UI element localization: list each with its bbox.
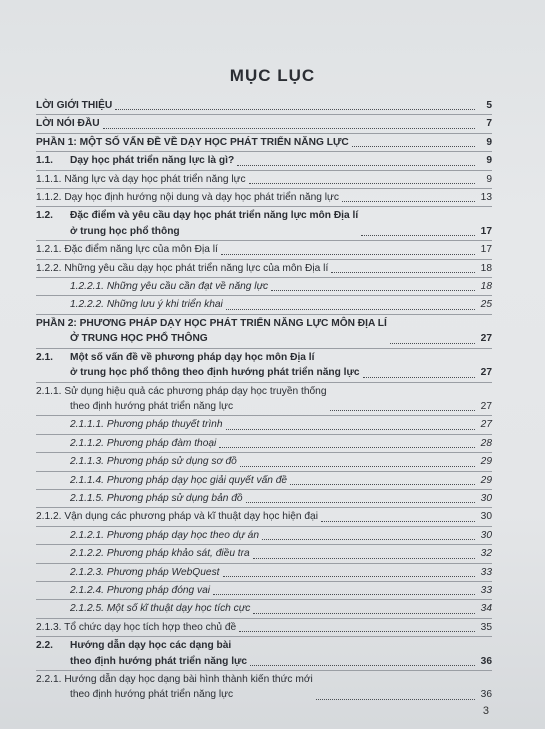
toc-entry-page: 9: [486, 155, 492, 167]
section-title-line1: Đặc điểm và yêu cầu dạy học phát triển năng lực môn Địa lí: [70, 210, 359, 222]
toc-entry-title: LỜI GIỚI THIỆU: [36, 100, 113, 111]
divider: [36, 544, 492, 545]
leader-dots: [250, 665, 475, 666]
divider: [36, 206, 492, 207]
divider: [36, 670, 492, 671]
leader-dots: [213, 594, 475, 595]
toc-entry-title: 2.1.3. Tổ chức dạy học tích hợp theo chủ đề: [36, 621, 237, 633]
toc-entry-page: 7: [486, 118, 492, 130]
toc-entry-page: 13: [480, 192, 492, 204]
section-title-line2: ở trung học phổ thông: [70, 225, 180, 237]
toc-entry-title: 1.2.1. Đặc điểm năng lực của môn Địa lí: [36, 244, 218, 256]
toc-entry: [36, 242, 492, 257]
divider: [36, 133, 492, 134]
section-title-line2: theo định hướng phát triển năng lực: [70, 655, 248, 667]
leader-dots: [103, 128, 475, 129]
toc-entry-page: 30: [480, 529, 492, 541]
toc-entry: [36, 208, 492, 239]
toc-entry-page: 30: [480, 511, 492, 523]
divider: [36, 170, 492, 171]
leader-dots: [253, 558, 475, 559]
toc-entry: [36, 190, 492, 205]
toc-entry-page: 30: [480, 492, 492, 504]
toc-entry-page: 27: [480, 333, 492, 345]
toc-entry: [36, 135, 492, 150]
part-title-line1: PHẦN 2: PHƯƠNG PHÁP DẠY HỌC PHÁT TRIỂN NĂNG LỰC MÔN ĐỊA LÍ: [36, 317, 387, 329]
section-title-line2: ở trung học phổ thông theo định hướng phát triển năng lực: [70, 367, 360, 379]
toc-entry-page: 29: [480, 456, 492, 468]
toc-entry-title: [36, 350, 360, 381]
toc-entry: [36, 98, 492, 113]
toc-entry-title: 2.1.2.2. Phương pháp khảo sát, điều tra: [70, 548, 250, 560]
divider: [36, 151, 492, 152]
toc-entry-page: 9: [486, 136, 492, 148]
toc-entry-title: 2.1.2.3. Phương pháp WebQuest: [70, 566, 220, 578]
toc-entry: [36, 528, 492, 543]
toc-entry: [36, 546, 492, 561]
toc-entry-title: 2.1.2.4. Phương pháp đóng vai: [70, 584, 211, 596]
leader-dots: [226, 309, 475, 310]
toc-entry: [36, 491, 492, 506]
section-number: 2.2.: [36, 640, 53, 652]
toc-entry-title: 2.1.1.4. Phương pháp dạy học giải quyết vấn đề: [70, 474, 288, 486]
divider: [36, 636, 492, 637]
toc-entry: [36, 279, 492, 294]
leader-dots: [115, 109, 475, 110]
divider: [36, 471, 492, 472]
toc-entry-title: [36, 384, 327, 415]
leader-dots: [240, 466, 475, 467]
divider: [36, 114, 492, 115]
leader-dots: [226, 429, 475, 430]
toc-entry-page: 36: [480, 689, 492, 701]
toc-entry: [36, 297, 492, 312]
toc-entry-title: 2.1.2.5. Một số kĩ thuật dạy học tích cực: [70, 603, 251, 615]
toc-entry: [36, 672, 492, 703]
toc-entry: [36, 473, 492, 488]
toc-entry-title: 1.1.2. Dạy học định hướng nội dung và dạy học phát triển năng lực: [36, 192, 339, 204]
leader-dots: [331, 272, 475, 273]
section-title-line1: Một số vấn đề về phương pháp dạy học môn Địa lí: [70, 351, 315, 363]
toc-entry-title: [36, 208, 358, 239]
toc-entry: [36, 509, 492, 524]
toc-entry-page: 35: [480, 621, 492, 633]
divider: [36, 240, 492, 241]
toc-entry: [36, 316, 492, 347]
toc-entry-page: 34: [480, 603, 492, 615]
toc-entry-title: PHẦN 1: MỘT SỐ VẤN ĐỀ VỀ DẠY HỌC PHÁT TRIỂN NĂNG LỰC: [36, 136, 349, 148]
leader-dots: [262, 539, 475, 540]
part-title-line2: Ở TRUNG HỌC PHỔ THÔNG: [70, 333, 208, 345]
toc-entry-page: 17: [480, 225, 492, 237]
toc-entry-title: 1.2.2.1. Những yêu cầu cần đạt về năng lực: [70, 281, 269, 293]
section-number: 1.2.: [36, 210, 53, 222]
divider: [36, 434, 492, 435]
toc-entry-title: 2.1.1.1. Phương pháp thuyết trình: [70, 419, 223, 431]
subsection-title-line2: theo định hướng phát triển năng lực: [70, 689, 234, 701]
toc-entry-title: 1.2.2. Những yêu cầu dạy học phát triển năng lực của môn Địa lí: [36, 262, 329, 274]
toc-entry-title: [36, 672, 313, 703]
toc-entry-page: 25: [480, 299, 492, 311]
toc-entry: [36, 417, 492, 432]
divider: [36, 599, 492, 600]
toc-entry-title: [36, 153, 234, 168]
toc-entry-title: LỜI NÓI ĐẦU: [36, 118, 100, 130]
subsection-title-line1: 2.2.1. Hướng dẫn dạy học dạng bài hình thành kiến thức mới: [36, 674, 313, 685]
divider: [36, 382, 492, 383]
subsection-title-line2: theo định hướng phát triển năng lực: [70, 400, 234, 412]
section-title-line1: Hướng dẫn dạy học các dạng bài: [70, 640, 232, 652]
divider: [36, 581, 492, 582]
toc-entry-title: 2.1.2.1. Phương pháp dạy học theo dự án: [70, 529, 260, 541]
table-of-contents: [36, 98, 492, 703]
subsection-title-line1: 2.1.1. Sử dụng hiệu quả các phương pháp dạy học truyền thống: [36, 385, 327, 397]
leader-dots: [290, 484, 475, 485]
leader-dots: [271, 290, 475, 291]
toc-entry-title: [36, 316, 387, 347]
divider: [36, 563, 492, 564]
divider: [36, 415, 492, 416]
divider: [36, 526, 492, 527]
toc-entry: [36, 384, 492, 415]
page-number: 3: [482, 705, 489, 717]
leader-dots: [237, 165, 475, 166]
leader-dots: [352, 146, 475, 147]
page-title: MỤC LỤC: [229, 66, 316, 85]
toc-entry-page: 5: [486, 100, 492, 111]
leader-dots: [363, 377, 475, 378]
toc-entry-page: 28: [480, 437, 492, 449]
toc-entry: [36, 638, 492, 669]
divider: [36, 277, 492, 278]
toc-entry-page: 33: [480, 584, 492, 596]
toc-entry-page: 18: [480, 262, 492, 274]
divider: [36, 259, 492, 260]
toc-entry-title: [36, 638, 247, 669]
toc-entry: [36, 454, 492, 469]
leader-dots: [321, 521, 475, 522]
divider: [36, 489, 492, 490]
toc-entry: [36, 601, 492, 616]
toc-entry-title: 1.1.1. Năng lực và dạy học phát triển năng lực: [36, 173, 246, 185]
divider: [36, 507, 492, 508]
divider: [36, 618, 492, 619]
leader-dots: [223, 576, 476, 577]
toc-entry: [36, 436, 492, 451]
leader-dots: [253, 613, 475, 614]
leader-dots: [221, 254, 475, 255]
leader-dots: [246, 502, 475, 503]
toc-entry-page: 27: [480, 400, 492, 412]
toc-entry: [36, 565, 492, 580]
toc-entry-page: 29: [480, 474, 492, 486]
leader-dots: [390, 343, 475, 344]
divider: [36, 452, 492, 453]
divider: [36, 314, 492, 315]
toc-entry: [36, 116, 492, 131]
leader-dots: [316, 699, 475, 700]
leader-dots: [361, 235, 475, 236]
toc-entry-title: 2.1.1.5. Phương pháp sử dụng bản đồ: [70, 492, 243, 504]
divider: [36, 348, 492, 349]
toc-entry-page: 33: [480, 566, 492, 578]
toc-entry: [36, 261, 492, 276]
toc-entry-page: 17: [480, 244, 492, 256]
section-number: 1.1.: [36, 155, 53, 167]
leader-dots: [219, 447, 475, 448]
toc-entry-page: 9: [486, 173, 492, 185]
leader-dots: [330, 410, 476, 411]
section-title: Dạy học phát triển năng lực là gì?: [70, 155, 235, 167]
toc-entry-title: 2.1.2. Vận dụng các phương pháp và kĩ thuật dạy học hiện đại: [36, 511, 318, 523]
toc-entry-page: 32: [480, 548, 492, 560]
toc-entry: [36, 620, 492, 635]
divider: [36, 188, 492, 189]
toc-entry-title: 2.1.1.3. Phương pháp sử dụng sơ đồ: [70, 456, 237, 468]
toc-entry-page: 18: [480, 281, 492, 293]
toc-entry-page: 27: [480, 367, 492, 379]
toc-entry-page: 27: [480, 419, 492, 431]
section-number: 2.1.: [36, 351, 53, 363]
toc-entry: [36, 583, 492, 598]
toc-entry: [36, 153, 492, 168]
toc-entry: [36, 172, 492, 187]
toc-entry-page: 36: [480, 655, 492, 667]
toc-entry-title: 1.2.2.2. Những lưu ý khi triển khai: [70, 299, 223, 311]
toc-entry: [36, 350, 492, 381]
leader-dots: [239, 631, 475, 632]
leader-dots: [249, 183, 475, 184]
toc-entry-title: 2.1.1.2. Phương pháp đàm thoại: [70, 437, 217, 449]
leader-dots: [342, 201, 475, 202]
divider: [36, 295, 492, 296]
